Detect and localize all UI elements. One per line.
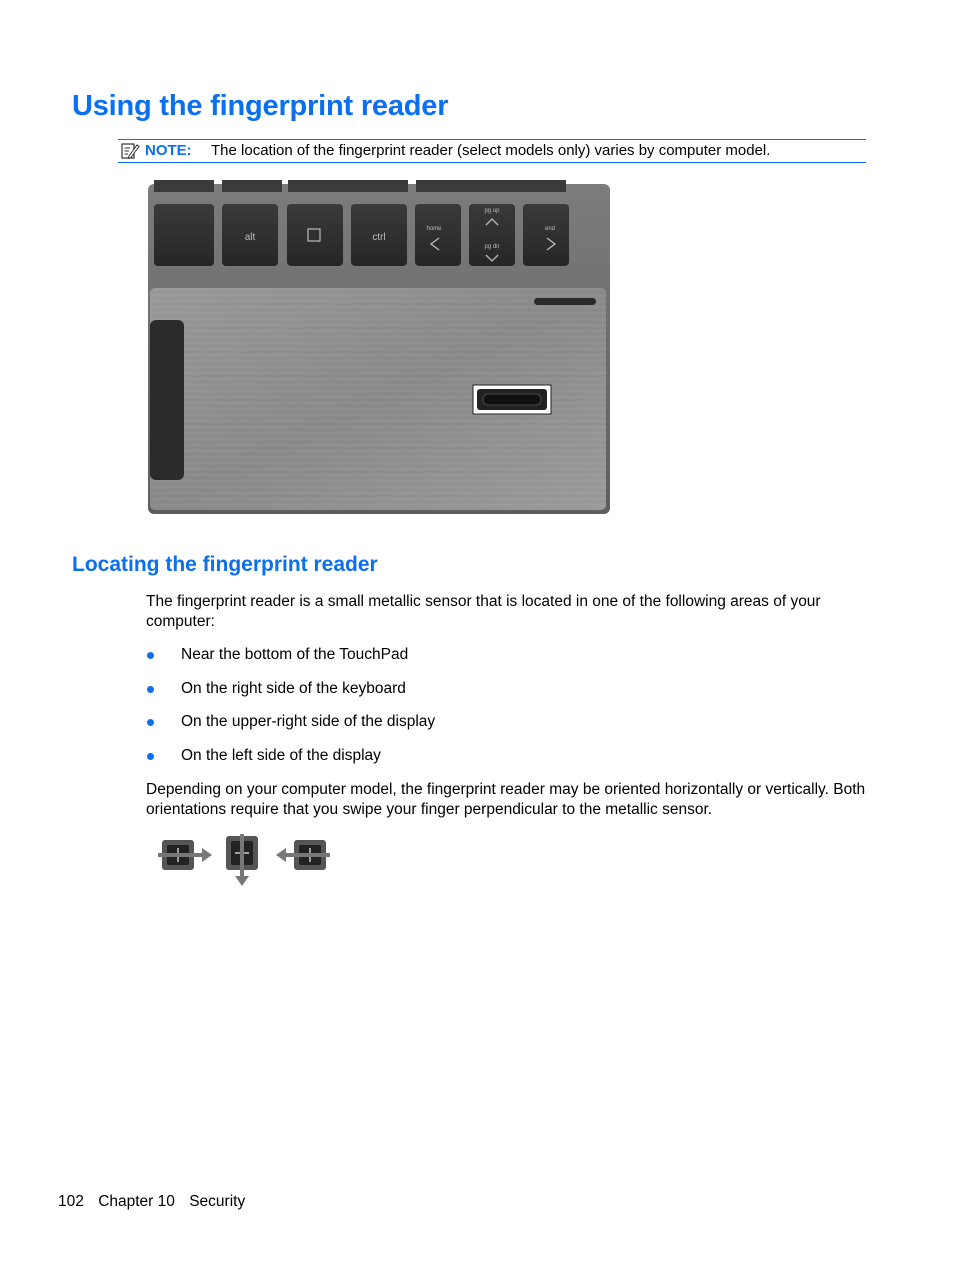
- touchpad-edge: [150, 320, 184, 480]
- key-home: home: [426, 226, 442, 232]
- key-ctrl: ctrl: [372, 232, 386, 243]
- swipe-right-sensor-icon: [158, 840, 212, 870]
- swipe-left-sensor-icon: [276, 840, 330, 870]
- note-label: NOTE:: [145, 142, 192, 159]
- page-title: Using the fingerprint reader: [72, 90, 449, 122]
- bullet-icon: [147, 719, 154, 726]
- bullet-icon: [147, 652, 154, 659]
- footer-section: Security: [189, 1193, 246, 1210]
- bullet-icon: [147, 753, 154, 760]
- fingerprint-reader-photo: [146, 180, 612, 518]
- swipe-down-sensor-icon: [226, 834, 258, 886]
- list-item-text: Near the bottom of the TouchPad: [181, 646, 409, 663]
- page-footer: [58, 1193, 255, 1211]
- key-alt: alt: [244, 232, 256, 243]
- key-pgup: pg up: [484, 208, 500, 214]
- page-number: 102: [58, 1193, 84, 1210]
- note-box: [118, 139, 866, 163]
- note-pencil-icon: [120, 141, 140, 161]
- list-item-text: On the upper-right side of the display: [181, 713, 436, 730]
- orientation-paragraph: Depending on your computer model, the fingerprint reader may be oriented horizontally or vertically. Both orientations require that you swipe your finger perpendicular to the metallic sensor.: [146, 781, 866, 818]
- section-title: Locating the fingerprint reader: [72, 553, 378, 576]
- intro-paragraph: The fingerprint reader is a small metallic sensor that is located in one of the following areas of your computer:: [146, 593, 821, 630]
- bullet-icon: [147, 686, 154, 693]
- note-text: The location of the fingerprint reader (select models only) varies by computer model.: [211, 142, 771, 159]
- list-item-text: On the left side of the display: [181, 747, 381, 764]
- indicator-slot: [534, 298, 596, 305]
- footer-chapter: Chapter 10: [98, 1193, 175, 1210]
- orientation-illustration: [156, 832, 332, 888]
- key-end: end: [544, 226, 556, 232]
- key-pgdn: pg dn: [484, 244, 500, 250]
- list-item-text: On the right side of the keyboard: [181, 680, 406, 697]
